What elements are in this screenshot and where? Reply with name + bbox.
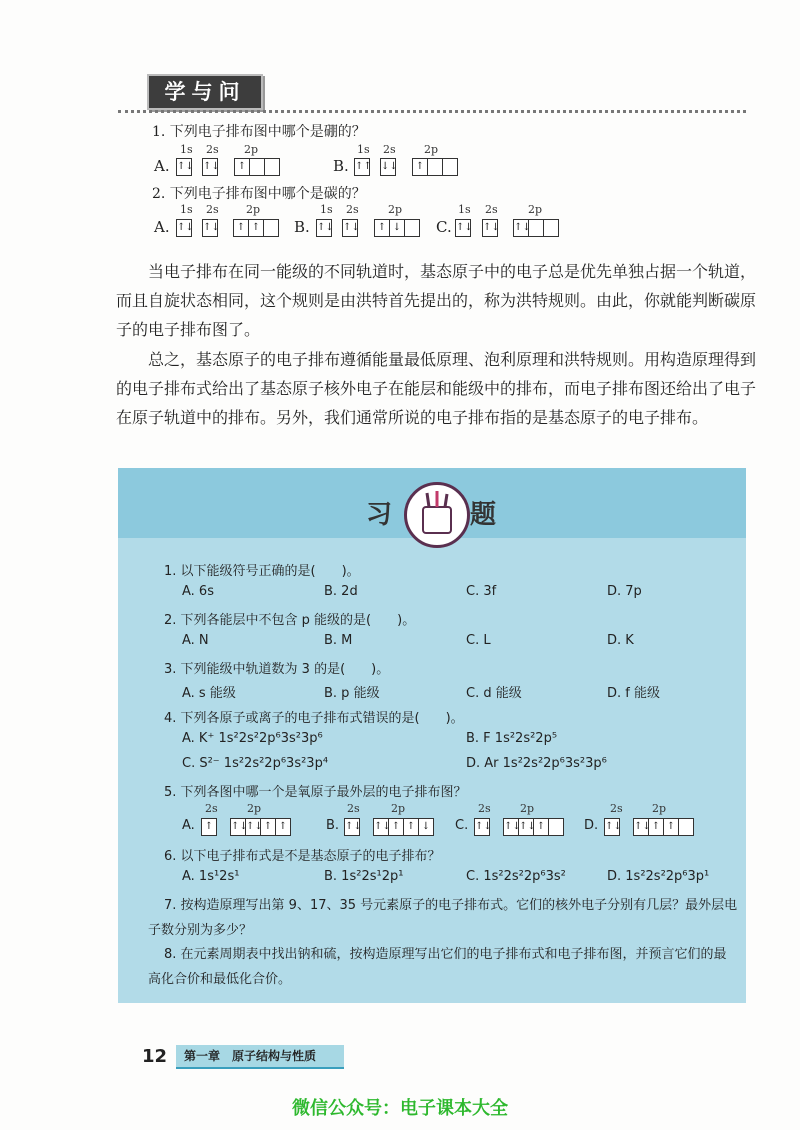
q2-c-2p-orbital bbox=[513, 219, 559, 237]
q1-b-2s-orbital bbox=[380, 158, 396, 176]
orbital-cell: ↑↓ bbox=[514, 220, 529, 236]
q2-option-b-letter: B. bbox=[294, 218, 310, 236]
question-2-text: 2. 下列电子排布图中哪个是碳的？ bbox=[152, 186, 366, 202]
orbital-cell: ↑ bbox=[649, 819, 664, 835]
exercise-1-option-b: B. 2d bbox=[324, 584, 358, 599]
exercise-3-option-d: D. f 能级 bbox=[607, 686, 660, 701]
e5-b-label-2p: 2p bbox=[391, 802, 406, 815]
q1-a-2s-orbital bbox=[202, 158, 218, 176]
q1-label-1s-b: 1s bbox=[357, 143, 370, 156]
exercise-6-option-a: A. 1s¹2s¹ bbox=[182, 869, 240, 884]
orbital-cell bbox=[250, 159, 265, 175]
orbital-cell: ↑↓ bbox=[203, 161, 220, 172]
orbital-cell: ↑↓ bbox=[634, 819, 649, 835]
orbital-cell: ↑ bbox=[234, 220, 249, 236]
q2-option-c-letter: C. bbox=[436, 218, 452, 236]
q1-b-1s-orbital bbox=[354, 158, 370, 176]
exercise-3-option-b: B. p 能级 bbox=[324, 686, 380, 701]
e5-a-label-2p: 2p bbox=[247, 802, 262, 815]
q1-b-2p-orbital bbox=[412, 158, 458, 176]
exercise-2-option-a: A. N bbox=[182, 633, 209, 648]
orbital-cell bbox=[544, 220, 558, 236]
q2-b-2p-orbital bbox=[374, 219, 420, 237]
footer-underline bbox=[176, 1067, 344, 1069]
exercise-4-option-c: C. S²⁻ 1s²2s²2p⁶3s²3p⁴ bbox=[182, 756, 329, 771]
orbital-cell: ↑↓ bbox=[504, 819, 519, 835]
q2-b-label-2p: 2p bbox=[388, 203, 403, 216]
orbital-cell: ↑ bbox=[534, 819, 549, 835]
orbital-cell: ↑↓ bbox=[605, 821, 622, 832]
orbital-cell: ↑ bbox=[375, 220, 390, 236]
e5-option-c-letter: C. bbox=[455, 818, 469, 833]
orbital-cell: ↑↓ bbox=[246, 819, 261, 835]
exercise-4-text: 4. 下列各原子或离子的电子排布式错误的是( )。 bbox=[164, 711, 464, 726]
orbital-cell: ↓↓ bbox=[381, 161, 398, 172]
orbital-cell: ↑↓ bbox=[177, 161, 194, 172]
orbital-cell: ↑ bbox=[389, 819, 404, 835]
e5-option-d-letter: D. bbox=[584, 818, 599, 833]
exercise-2-text: 2. 下列各能层中不包含 p 能级的是( )。 bbox=[164, 613, 416, 628]
q2-a-label-1s: 1s bbox=[180, 203, 193, 216]
e5-b-2s-orbital bbox=[344, 818, 360, 836]
orbital-cell bbox=[264, 220, 278, 236]
pencil-holder-icon bbox=[404, 482, 470, 548]
exercise-6-option-c: C. 1s²2s²2p⁶3s² bbox=[466, 869, 566, 884]
e5-b-2p-orbital bbox=[373, 818, 434, 836]
e5-option-b-letter: B. bbox=[326, 818, 340, 833]
orbital-cell: ↑↓ bbox=[345, 821, 362, 832]
dotted-divider bbox=[118, 110, 746, 113]
wechat-watermark: 微信公众号：电子课本大全 bbox=[292, 1098, 508, 1119]
orbital-cell: ↑ bbox=[404, 819, 419, 835]
e5-d-2s-orbital bbox=[604, 818, 620, 836]
exercise-3-text: 3. 下列能级中轨道数为 3 的是( )。 bbox=[164, 662, 390, 677]
orbital-cell: ↑↓ bbox=[475, 821, 492, 832]
orbital-cell: ↑ bbox=[278, 821, 288, 832]
orbital-cell bbox=[265, 159, 279, 175]
e5-b-label-2s: 2s bbox=[347, 802, 360, 815]
e5-option-a-letter: A. bbox=[182, 818, 195, 833]
exercise-3-option-a: A. s 能级 bbox=[182, 686, 236, 701]
q2-b-1s-orbital bbox=[316, 219, 332, 237]
orbital-cell: ↑↓ bbox=[483, 222, 500, 233]
q1-label-2p-b: 2p bbox=[424, 143, 439, 156]
exercise-title-char-2: 题 bbox=[470, 500, 497, 530]
orbital-cell: ↑↓ bbox=[456, 222, 473, 233]
q2-a-1s-orbital bbox=[176, 219, 192, 237]
q1-label-2s: 2s bbox=[206, 143, 219, 156]
exercise-1-option-c: C. 3f bbox=[466, 584, 497, 599]
exercise-2-option-c: C. L bbox=[466, 633, 491, 648]
q1-option-a-letter: A. bbox=[154, 157, 170, 175]
orbital-cell bbox=[549, 819, 563, 835]
q2-c-1s-orbital bbox=[455, 219, 471, 237]
q2-a-2s-orbital bbox=[202, 219, 218, 237]
e5-c-label-2s: 2s bbox=[478, 802, 491, 815]
q2-a-2p-orbital bbox=[233, 219, 279, 237]
orbital-cell: ↑ bbox=[249, 220, 264, 236]
orbital-cell bbox=[679, 819, 693, 835]
exercise-2-option-b: B. M bbox=[324, 633, 353, 648]
paragraph-hund-rule: 当电子排布在同一能级的不同轨道时，基态原子中的电子总是优先单独占据一个轨道，而且自旋状态相同，这个规则是由洪特首先提出的，称为洪特规则。由此，你就能判断碳原子的电子排布图了。 bbox=[116, 262, 757, 339]
orbital-cell bbox=[405, 220, 419, 236]
orbital-cell: ↑ bbox=[235, 159, 250, 175]
q1-label-1s: 1s bbox=[180, 143, 193, 156]
q2-c-2s-orbital bbox=[482, 219, 498, 237]
q2-c-label-2s: 2s bbox=[485, 203, 498, 216]
page-number: 12 bbox=[142, 1046, 168, 1067]
orbital-cell: ↑ bbox=[204, 821, 214, 832]
orbital-cell: ↓ bbox=[390, 220, 405, 236]
orbital-cell bbox=[529, 220, 544, 236]
q2-c-label-2p: 2p bbox=[528, 203, 543, 216]
orbital-cell: ↑↓ bbox=[374, 819, 389, 835]
e5-c-2s-orbital bbox=[474, 818, 490, 836]
e5-d-label-2s: 2s bbox=[610, 802, 623, 815]
exercise-4-option-b: B. F 1s²2s²2p⁵ bbox=[466, 731, 558, 746]
orbital-cell: ↑↓ bbox=[203, 222, 220, 233]
chapter-label: 第一章 原子结构与性质 bbox=[176, 1045, 344, 1067]
exercise-title-char-1: 习 bbox=[366, 500, 393, 530]
orbital-cell: ↑↓ bbox=[317, 222, 334, 233]
orbital-cell: ↑↓ bbox=[231, 819, 246, 835]
e5-d-label-2p: 2p bbox=[652, 802, 667, 815]
q1-a-1s-orbital bbox=[176, 158, 192, 176]
e5-a-2s-orbital bbox=[201, 818, 217, 836]
q1-option-b-letter: B. bbox=[333, 157, 349, 175]
section-badge: 学与问 bbox=[147, 74, 263, 110]
orbital-cell: ↑↓ bbox=[343, 222, 360, 233]
exercise-5-text: 5. 下列各图中哪一个是氧原子最外层的电子排布图？ bbox=[164, 785, 467, 800]
exercise-2-option-d: D. K bbox=[607, 633, 634, 648]
q2-a-label-2s: 2s bbox=[206, 203, 219, 216]
orbital-cell: ↑↓ bbox=[519, 819, 534, 835]
orbital-cell: ↑ bbox=[413, 159, 428, 175]
orbital-cell: ↓ bbox=[421, 821, 431, 832]
q2-c-label-1s: 1s bbox=[458, 203, 471, 216]
q1-a-2p-orbital bbox=[234, 158, 280, 176]
q2-b-2s-orbital bbox=[342, 219, 358, 237]
orbital-cell bbox=[428, 159, 443, 175]
q2-b-label-1s: 1s bbox=[320, 203, 333, 216]
orbital-cell: ↑ bbox=[664, 819, 679, 835]
exercise-8-text: 8. 在元素周期表中找出钠和硫，按构造原理写出它们的电子排布式和电子排布图，并预言它们的最高化合价和最低化合价。 bbox=[148, 947, 727, 987]
exercise-7-text: 7. 按构造原理写出第 9、17、35 号元素原子的电子排布式。它们的核外电子分别有几层？最外层电子数分别为多少？ bbox=[148, 898, 738, 938]
exercise-1-text: 1. 以下能级符号正确的是( )。 bbox=[164, 564, 360, 579]
q1-label-2p: 2p bbox=[244, 143, 259, 156]
orbital-cell bbox=[443, 159, 457, 175]
q2-option-a-letter: A. bbox=[154, 218, 170, 236]
e5-a-2p-orbital bbox=[230, 818, 291, 836]
e5-d-2p-orbital bbox=[633, 818, 694, 836]
e5-c-2p-orbital bbox=[503, 818, 564, 836]
paragraph-summary: 总之，基态原子的电子排布遵循能量最低原理、泡利原理和洪特规则。用构造原理得到的电子排布式给出了基态原子核外电子在能层和能级中的排布，而电子排布图还给出了电子在原子轨道中的排布。另外，我们通常所说的电子排布指的是基态原子的电子排布。 bbox=[116, 350, 757, 427]
question-1-text: 1. 下列电子排布图中哪个是硼的？ bbox=[152, 124, 366, 140]
exercise-4-option-a: A. K⁺ 1s²2s²2p⁶3s²3p⁶ bbox=[182, 731, 323, 746]
exercise-4-option-d: D. Ar 1s²2s²2p⁶3s²3p⁶ bbox=[466, 756, 607, 771]
e5-c-label-2p: 2p bbox=[520, 802, 535, 815]
exercise-1-option-a: A. 6s bbox=[182, 584, 214, 599]
orbital-cell: ↑↑ bbox=[355, 161, 372, 172]
orbital-cell: ↑ bbox=[261, 819, 276, 835]
exercise-3-option-c: C. d 能级 bbox=[466, 686, 522, 701]
q2-b-label-2s: 2s bbox=[346, 203, 359, 216]
orbital-cell: ↑↓ bbox=[177, 222, 194, 233]
e5-a-label-2s: 2s bbox=[205, 802, 218, 815]
exercise-6-option-d: D. 1s²2s²2p⁶3p¹ bbox=[607, 869, 710, 884]
exercise-6-option-b: B. 1s²2s¹2p¹ bbox=[324, 869, 404, 884]
exercise-1-option-d: D. 7p bbox=[607, 584, 642, 599]
q2-a-label-2p: 2p bbox=[246, 203, 261, 216]
exercise-6-text: 6. 以下电子排布式是不是基态原子的电子排布？ bbox=[164, 849, 441, 864]
q1-label-2s-b: 2s bbox=[383, 143, 396, 156]
